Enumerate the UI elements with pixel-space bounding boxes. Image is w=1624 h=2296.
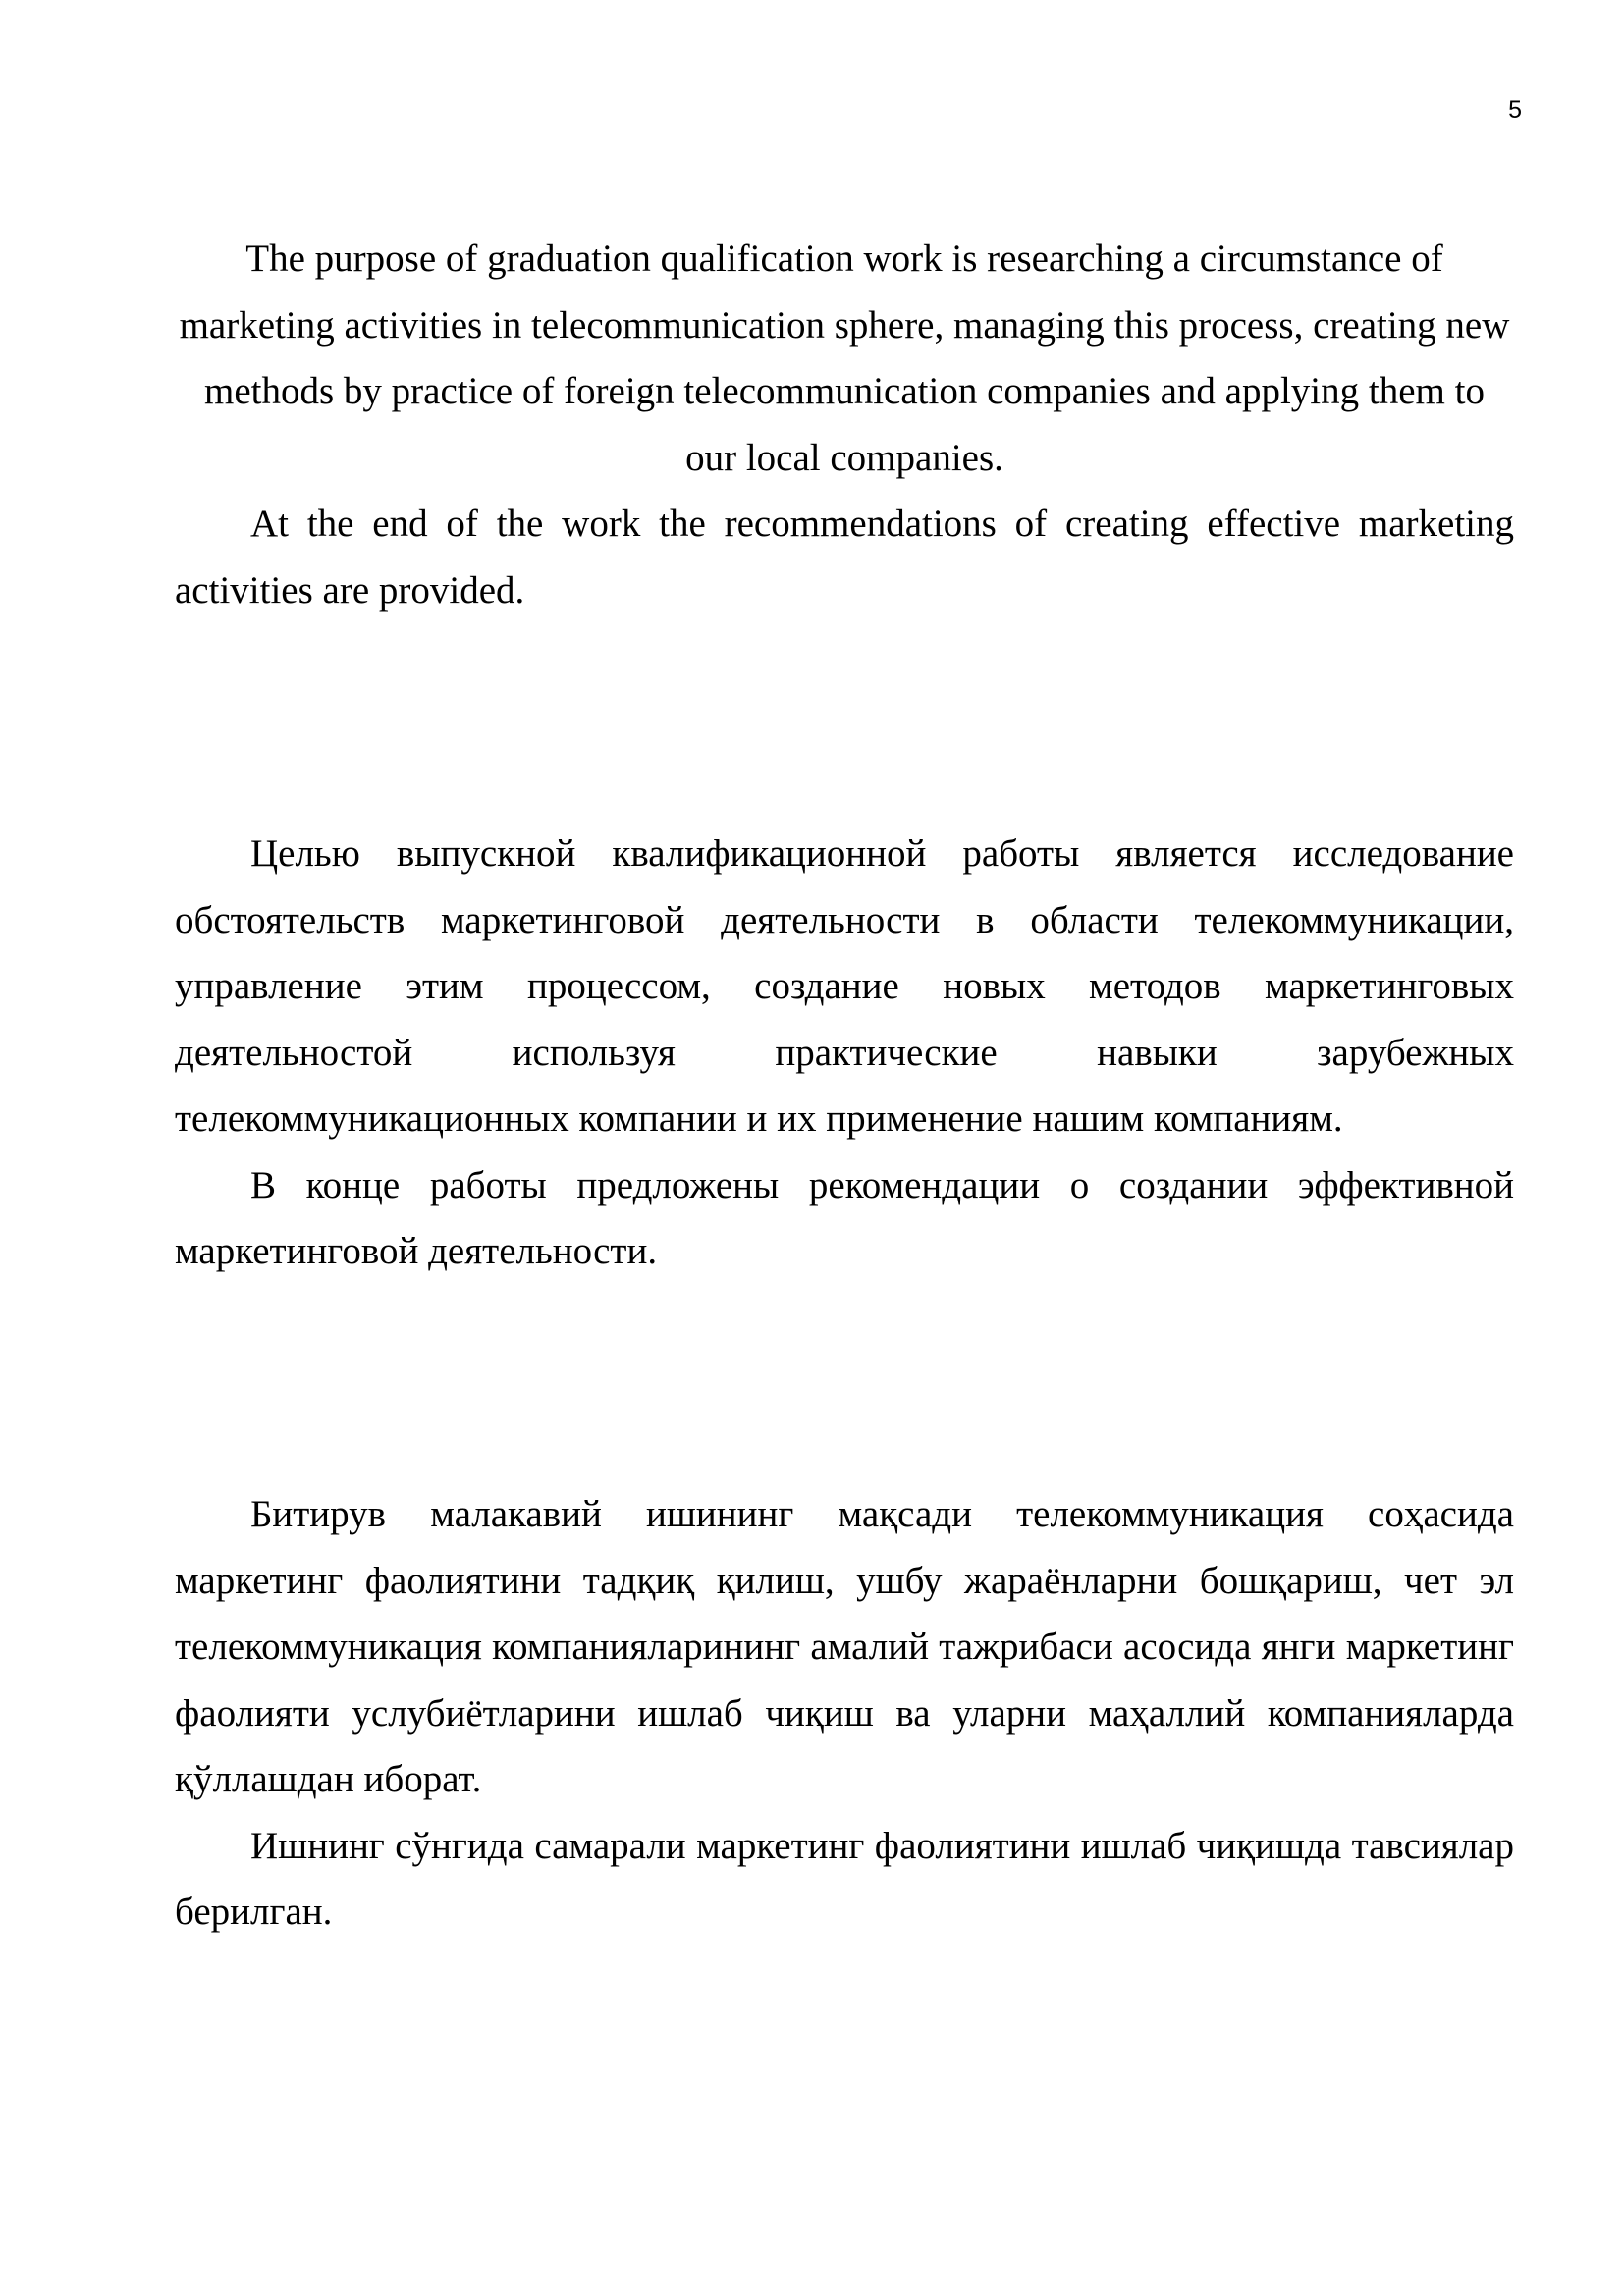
uzbek-abstract <box>175 1481 1514 1946</box>
russian-abstract <box>175 821 1514 1285</box>
russian-abstract-purpose: Целью выпускной квалификационной работы является исследование обстоятельств маркетинговой деятельности в области телекоммуникации, управление этим процессом, создание новых методов маркетинговых деятельностой используя практические навыки зарубежных телекоммуникационных компании и их применение нашим компаниям. <box>175 832 1514 1140</box>
uzbek-abstract-purpose: Битирув малакавий ишининг мақсади телекоммуникация соҳасида маркетинг фаолиятини тадқиқ қилиш, ушбу жараёнларни бошқариш, чет эл телекоммуникация компанияларининг амалий тажрибаси асосида янги маркетинг фаолияти услубиётларини ишлаб чиқиш ва уларни маҳаллий компанияларда қўллашдан иборат. <box>175 1493 1514 1800</box>
english-abstract-conclusion: At the end of the work the recommendations of creating effective marketing activities are provided. <box>175 503 1514 612</box>
english-abstract-purpose: The purpose of graduation qualification work is researching a circumstance of marketing activities in telecommunication sphere, managing this process, creating new methods by practice of foreign telecommunication companies and applying them to our local companies. <box>179 238 1510 479</box>
russian-abstract-conclusion: В конце работы предложены рекомендации о создании эффективной маркетинговой деятельности. <box>175 1163 1514 1272</box>
uzbek-abstract-conclusion: Ишнинг сўнгида самарали маркетинг фаолиятини ишлаб чиқишда тавсиялар берилган. <box>175 1824 1514 1933</box>
english-abstract <box>175 226 1514 623</box>
page-number: 5 <box>1508 96 1522 124</box>
